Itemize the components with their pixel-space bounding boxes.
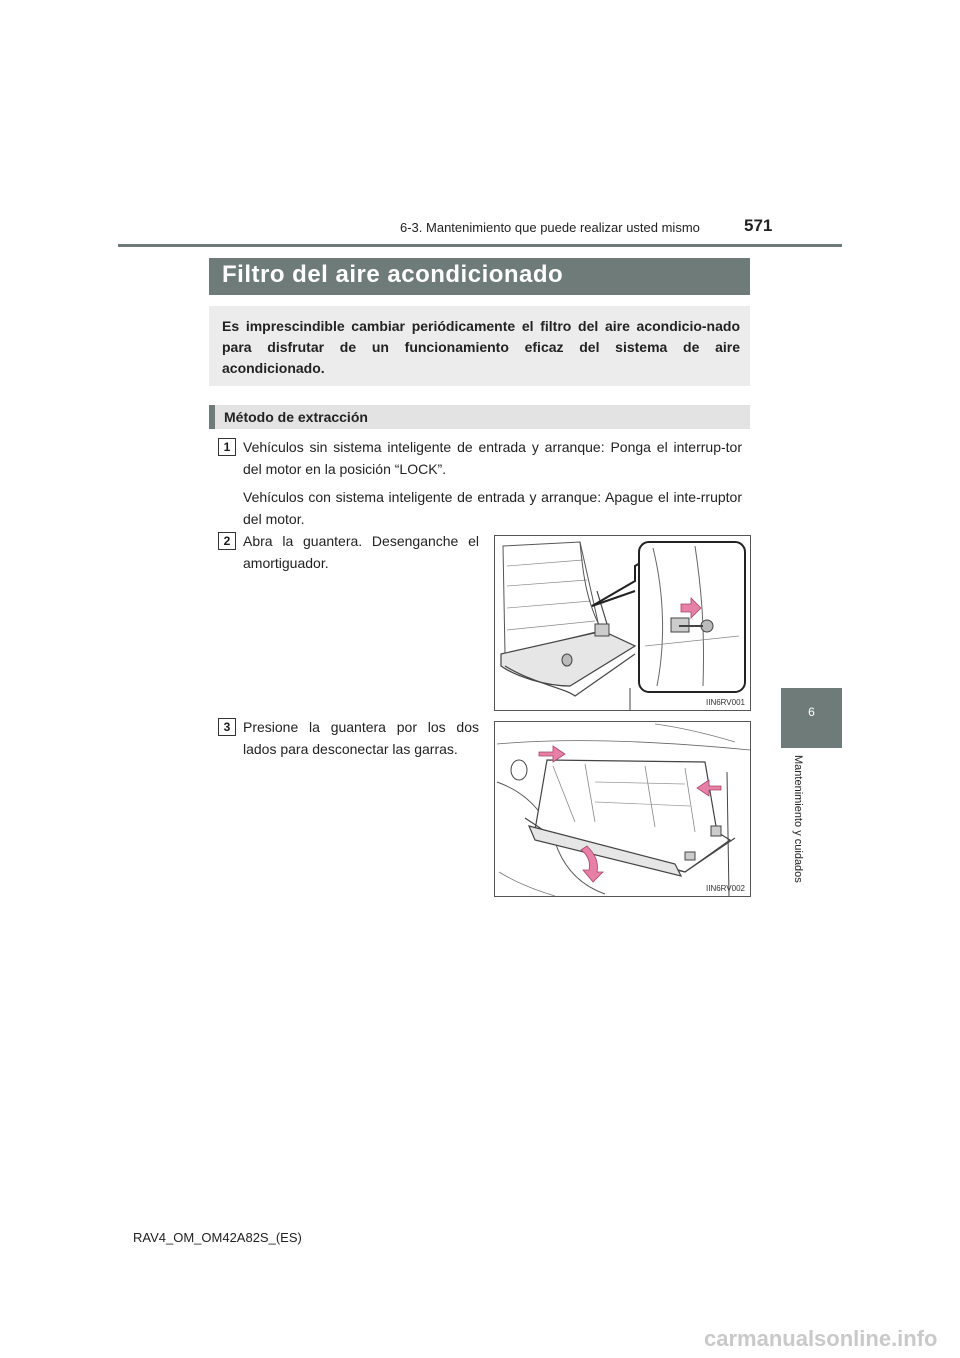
intro-text: Es imprescindible cambiar periódicamente el filtro del aire acondicio-nado para disfrutar de un funcionamiento eficaz del sistema de aire acondicionado.: [222, 318, 740, 376]
document-code: RAV4_OM_OM42A82S_(ES): [133, 1230, 302, 1245]
step-number-3: 3: [218, 718, 236, 736]
page-number: 571: [744, 216, 773, 235]
chapter-side-label-text: Mantenimiento y cuidados: [792, 755, 804, 883]
step-3-paragraph: Presione la guantera por los dos lados para desconectar las garras.: [243, 719, 479, 757]
figure-glovebox-claws: [494, 721, 751, 897]
watermark: carmanualsonline.info: [704, 1326, 938, 1351]
step-1-paragraph-2: Vehículos con sistema inteligente de entrada y arranque: Apague el inte-rruptor del motor.: [243, 489, 742, 527]
step-number-1: 1: [218, 438, 236, 456]
chapter-side-label: [786, 755, 806, 915]
figure-glovebox-damper: [494, 535, 751, 711]
header-rule: [118, 244, 842, 247]
glovebox-claws-illustration: [495, 722, 750, 896]
chapter-tab-number: 6: [808, 705, 815, 719]
page-title: Filtro del aire acondicionado: [222, 261, 564, 288]
step-2-paragraph: Abra la guantera. Desenganche el amortiguador.: [243, 533, 479, 571]
step-number-2: 2: [218, 532, 236, 550]
subheading: Método de extracción: [224, 409, 368, 425]
glovebox-damper-illustration: [495, 536, 750, 710]
section-header: 6-3. Mantenimiento que puede realizar usted mismo: [400, 220, 700, 235]
subheading-accent: [209, 405, 215, 429]
step-1-paragraph-1: Vehículos sin sistema inteligente de entrada y arranque: Ponga el interrup-tor del motor en la posición “LOCK”.: [243, 439, 742, 477]
figure-code-2: IIN6RV002: [706, 884, 745, 893]
figure-code-1: IIN6RV001: [706, 698, 745, 707]
